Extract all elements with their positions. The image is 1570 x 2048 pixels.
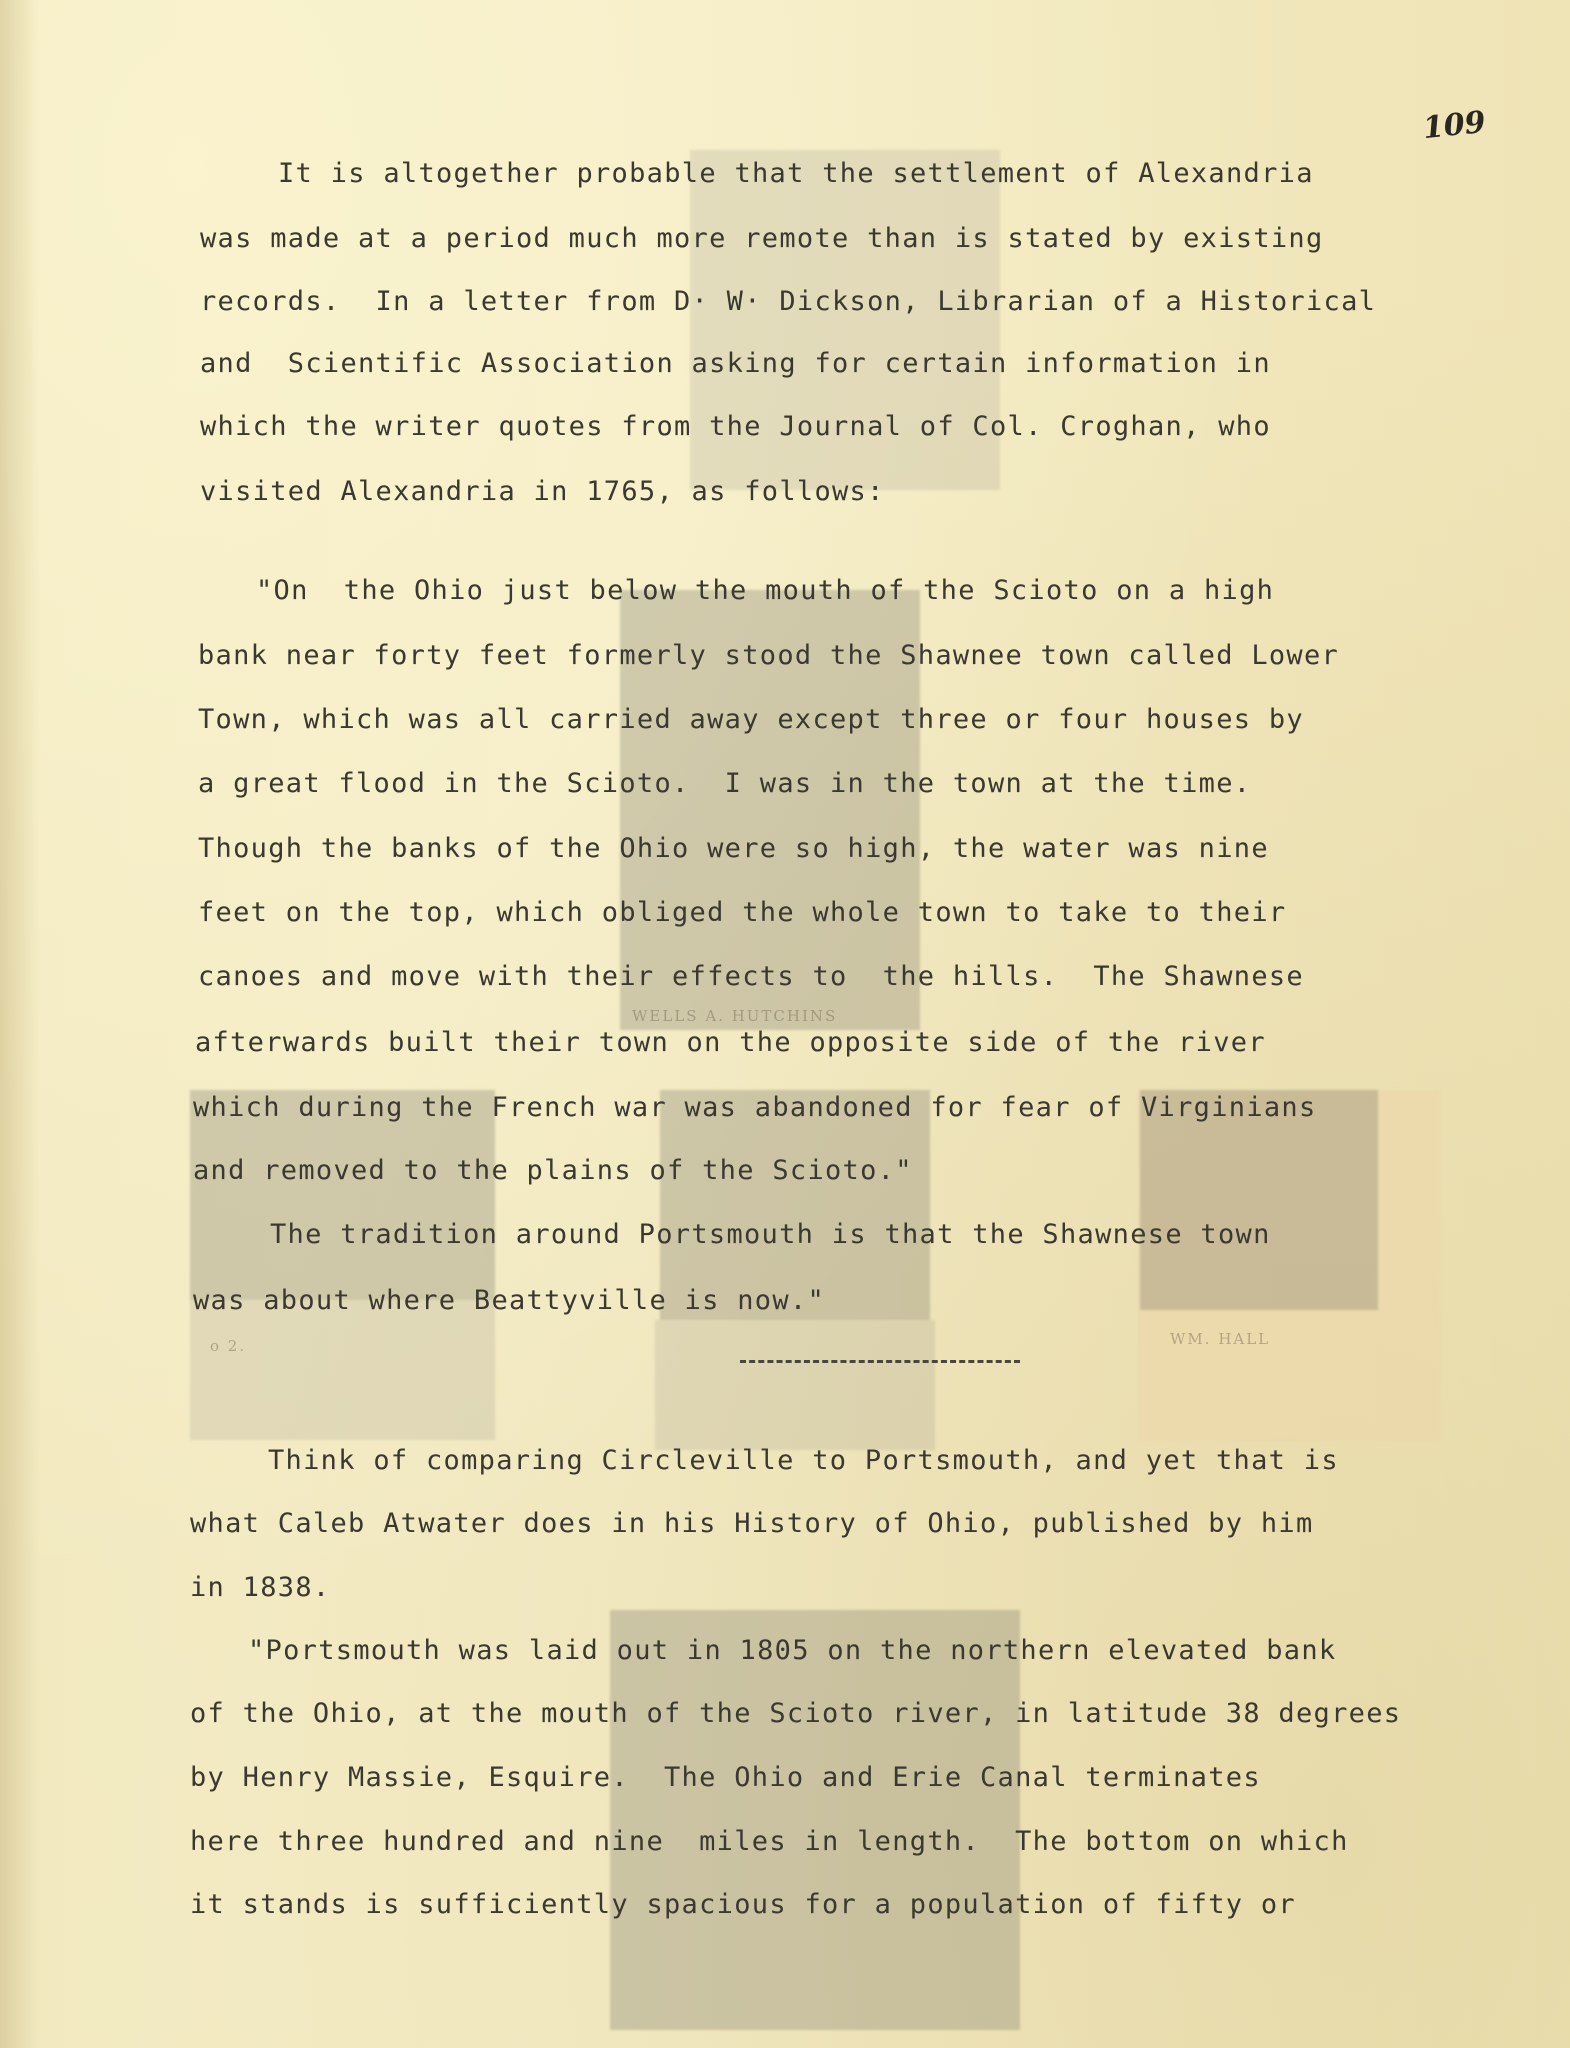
text-line: a great flood in the Scioto. I was in the town at the time.: [198, 768, 1252, 799]
text-line: by Henry Massie, Esquire. The Ohio and Erie Canal terminates: [190, 1762, 1261, 1793]
text-line: here three hundred and nine miles in length. The bottom on which: [190, 1826, 1349, 1857]
text-line: Though the banks of the Ohio were so high, the water was nine: [198, 833, 1269, 864]
bleed-through-photo: [190, 1300, 495, 1440]
text-line: and Scientific Association asking for certain information in: [200, 348, 1271, 379]
text-line: records. In a letter from D· W· Dickson, Librarian of a Historical: [200, 286, 1377, 317]
text-line: "Portsmouth was laid out in 1805 on the northern elevated bank: [248, 1635, 1337, 1666]
text-line: It is altogether probable that the settlement of Alexandria: [278, 158, 1314, 189]
text-line: and removed to the plains of the Scioto.": [193, 1155, 913, 1186]
text-line: afterwards built their town on the opposite side of the river: [195, 1027, 1266, 1058]
text-line: The tradition around Portsmouth is that the Shawnese town: [270, 1219, 1271, 1250]
text-line: Think of comparing Circleville to Portsmouth, and yet that is: [268, 1445, 1339, 1476]
text-line: was made at a period much more remote than is stated by existing: [200, 223, 1324, 254]
text-line: canoes and move with their effects to the hills. The Shawnese: [198, 961, 1304, 992]
ghost-caption: WELLS A. HUTCHINS: [632, 1007, 838, 1025]
bleed-through-photo: [655, 1320, 935, 1450]
paper-edge-shadow: [0, 0, 40, 2048]
bleed-through-photo: [1140, 1090, 1378, 1310]
ghost-caption: WM. HALL: [1170, 1330, 1271, 1348]
text-line: visited Alexandria in 1765, as follows:: [200, 476, 885, 507]
bleed-through-photo: [610, 1610, 1020, 2030]
text-line: Town, which was all carried away except three or four houses by: [198, 704, 1304, 735]
section-divider: [740, 1360, 1020, 1363]
page-number: 109: [1421, 104, 1488, 147]
text-line: of the Ohio, at the mouth of the Scioto river, in latitude 38 degrees: [190, 1698, 1402, 1729]
text-line: "On the Ohio just below the mouth of the Scioto on a high: [256, 575, 1275, 606]
text-line: what Caleb Atwater does in his History of Ohio, published by him: [190, 1508, 1314, 1539]
text-line: which the writer quotes from the Journal of Col. Croghan, who: [200, 411, 1271, 442]
text-line: which during the French war was abandoned for fear of Virginians: [193, 1092, 1317, 1123]
text-line: bank near forty feet formerly stood the Shawnee town called Lower: [198, 640, 1340, 671]
text-line: in 1838.: [190, 1572, 331, 1603]
text-line: was about where Beattyville is now.": [193, 1285, 825, 1316]
ghost-caption: o 2.: [210, 1337, 247, 1355]
text-line: feet on the top, which obliged the whole town to take to their: [198, 897, 1287, 928]
text-line: it stands is sufficiently spacious for a population of fifty or: [190, 1889, 1296, 1920]
